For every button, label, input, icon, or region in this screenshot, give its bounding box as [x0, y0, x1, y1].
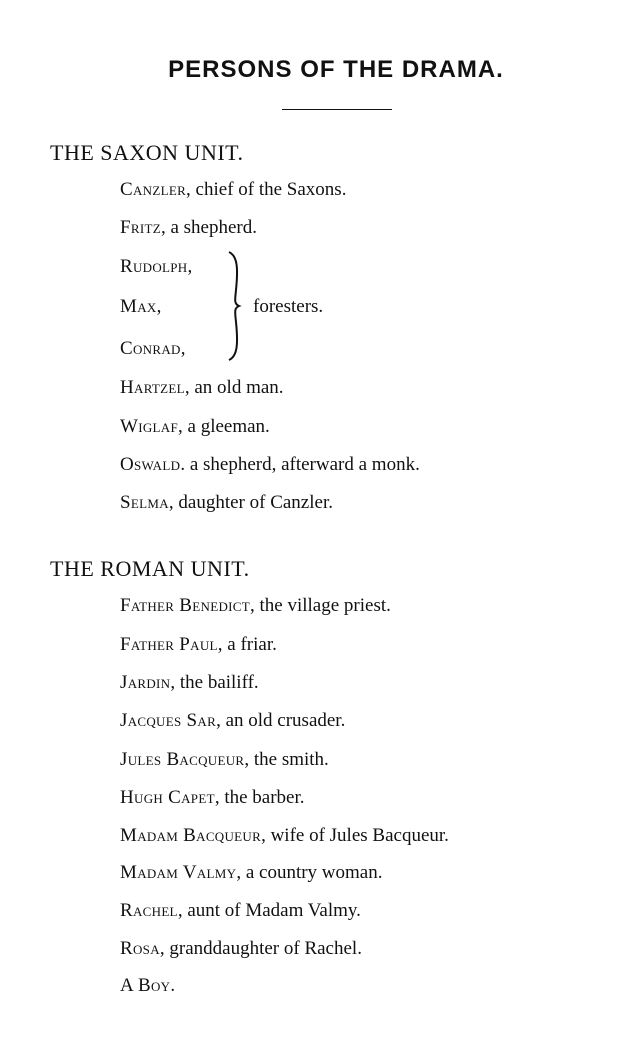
character-rosa	[120, 938, 362, 960]
character-madam-valmy	[120, 862, 382, 884]
character-father-paul	[120, 634, 277, 656]
character-description: ,	[180, 338, 186, 359]
character-description: , a friar.	[217, 634, 277, 655]
character-description: ,	[156, 296, 162, 317]
character-hugh-capet	[120, 787, 305, 809]
character-canzler	[120, 179, 346, 201]
title-rule	[282, 109, 392, 110]
character-selma	[120, 492, 333, 514]
character-name: Rudolph	[120, 256, 188, 277]
character-description: ,	[187, 256, 193, 277]
character-description: , the smith.	[244, 749, 329, 770]
character-conrad	[120, 338, 185, 360]
character-description: , chief of the Saxons.	[186, 179, 347, 200]
character-name: Hugh Capet	[120, 787, 215, 808]
character-description: , aunt of Madam Valmy.	[177, 900, 361, 921]
character-description: . a shepherd, afterward a monk.	[180, 454, 420, 475]
character-description: , granddaughter of Rachel.	[159, 938, 362, 959]
grouping-brace	[226, 250, 246, 362]
character-description: , the barber.	[214, 787, 305, 808]
character-description: , the bailiff.	[170, 672, 259, 693]
character-name: Oswald	[120, 454, 181, 475]
character-description: , daughter of Canzler.	[168, 492, 333, 513]
character-description: .	[170, 975, 176, 996]
character-name: Wiglaf	[120, 416, 179, 437]
character-name: Hartzel	[120, 377, 185, 398]
character-name: Madam Valmy	[120, 862, 237, 883]
character-jacques-sar	[120, 710, 345, 732]
character-name: A Boy	[120, 975, 171, 996]
character-name: Rosa	[120, 938, 160, 959]
character-description: , a country woman.	[236, 862, 383, 883]
character-madam-bacqueur	[120, 825, 449, 847]
character-rudolph	[120, 256, 192, 278]
character-name: Selma	[120, 492, 169, 513]
character-name: Jules Bacqueur	[120, 749, 245, 770]
character-a-boy	[120, 975, 175, 997]
character-father-benedict	[120, 595, 391, 617]
character-name: Father Paul	[120, 634, 218, 655]
saxon-unit-heading: THE SAXON UNIT.	[50, 140, 244, 165]
character-name: Fritz	[120, 217, 161, 238]
character-description: , wife of Jules Bacqueur.	[261, 825, 449, 846]
character-name: Rachel	[120, 900, 178, 921]
character-description: , a shepherd.	[160, 217, 257, 238]
character-rachel	[120, 900, 361, 922]
character-description: , an old man.	[184, 377, 284, 398]
character-max	[120, 296, 161, 318]
roman-unit-heading: THE ROMAN UNIT.	[50, 556, 250, 581]
character-wiglaf	[120, 416, 270, 438]
character-jardin	[120, 672, 259, 694]
page-title: PERSONS OF THE DRAMA.	[168, 56, 504, 83]
character-name: Jacques Sar	[120, 710, 217, 731]
character-description: , an old crusader.	[216, 710, 346, 731]
character-hartzel	[120, 377, 284, 399]
character-description: , the village priest.	[249, 595, 391, 616]
character-fritz	[120, 217, 257, 239]
character-jules-bacqueur	[120, 749, 329, 771]
character-name: Conrad	[120, 338, 181, 359]
character-description: , a gleeman.	[178, 416, 270, 437]
character-oswald	[120, 454, 420, 476]
character-name: Jardin	[120, 672, 171, 693]
character-name: Max	[120, 296, 157, 317]
character-name: Father Benedict	[120, 595, 250, 616]
character-name: Canzler	[120, 179, 187, 200]
character-name: Madam Bacqueur	[120, 825, 262, 846]
group-description: foresters.	[253, 296, 324, 317]
